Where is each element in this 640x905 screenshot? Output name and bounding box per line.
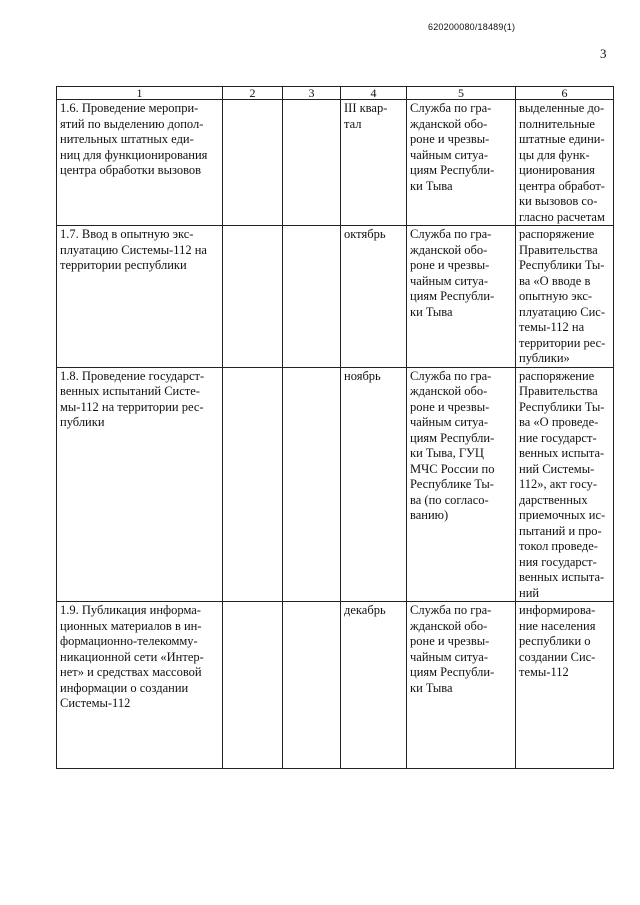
result-cell: информирова- ние населения республики о создании Сис- темы-112 [516,602,614,769]
executor-cell: Служба по гра- жданской обо- роне и чрезвы- чайным ситуа- циям Республи- ки Тыва [407,602,516,769]
empty-cell [283,602,341,769]
table-row [57,602,614,769]
column-header: 5 [407,87,516,100]
executor-cell: Служба по гра- жданской обо- роне и чрезвы- чайным ситуа- циям Республи- ки Тыва, ГУЦ МЧС России по Республике Ты- ва (по согласо- ванию) [407,367,516,602]
term-cell: III квар- тал [341,100,407,226]
document-id: 620200080/18489(1) [428,22,516,32]
term-cell: ноябрь [341,367,407,602]
term-cell: декабрь [341,602,407,769]
column-header: 2 [223,87,283,100]
result-cell: выделенные до- полнительные штатные едини- цы для функ- ционирования центра обработ- ки вызовов со- гласно расчетам [516,100,614,226]
activity-cell: 1.8. Проведение государст- венных испытаний Систе- мы-112 на территории рес- публики [57,367,223,602]
table-header-row [57,87,614,100]
result-cell: распоряжение Правительства Республики Ты- ва «О проведе- ние государст- венных испыта- ний Системы- 112», акт госу- дарственных приемочных ис- пытаний и про- токол проведе- ния государст- венных испыта- ний [516,367,614,602]
activity-cell: 1.6. Проведение меропри- ятий по выделению допол- нительных штатных еди- ниц для функционирования центра обработки вызовов [57,100,223,226]
executor-cell: Служба по гра- жданской обо- роне и чрезвы- чайным ситуа- циям Республи- ки Тыва [407,100,516,226]
column-header: 1 [57,87,223,100]
executor-cell: Служба по гра- жданской обо- роне и чрезвы- чайным ситуа- циям Республи- ки Тыва [407,226,516,368]
column-header: 4 [341,87,407,100]
empty-cell [223,602,283,769]
column-header: 3 [283,87,341,100]
table-row [57,226,614,368]
plan-table [56,86,614,769]
table-row [57,100,614,226]
empty-cell [283,226,341,368]
empty-cell [283,100,341,226]
empty-cell [223,226,283,368]
result-cell: распоряжение Правительства Республики Ты- ва «О вводе в опытную экс- плуатацию Сис- темы-112 на территории рес- публики» [516,226,614,368]
empty-cell [283,367,341,602]
empty-cell [223,367,283,602]
empty-cell [223,100,283,226]
table-row [57,367,614,602]
term-cell: октябрь [341,226,407,368]
column-header: 6 [516,87,614,100]
activity-cell: 1.7. Ввод в опытную экс- плуатацию Системы-112 на территории республики [57,226,223,368]
activity-cell: 1.9. Публикация информа- ционных материалов в ин- формационно-телекомму- никационной сети «Интер- нет» и средствах массовой информации о создании Системы-112 [57,602,223,769]
page-number: 3 [600,46,607,61]
